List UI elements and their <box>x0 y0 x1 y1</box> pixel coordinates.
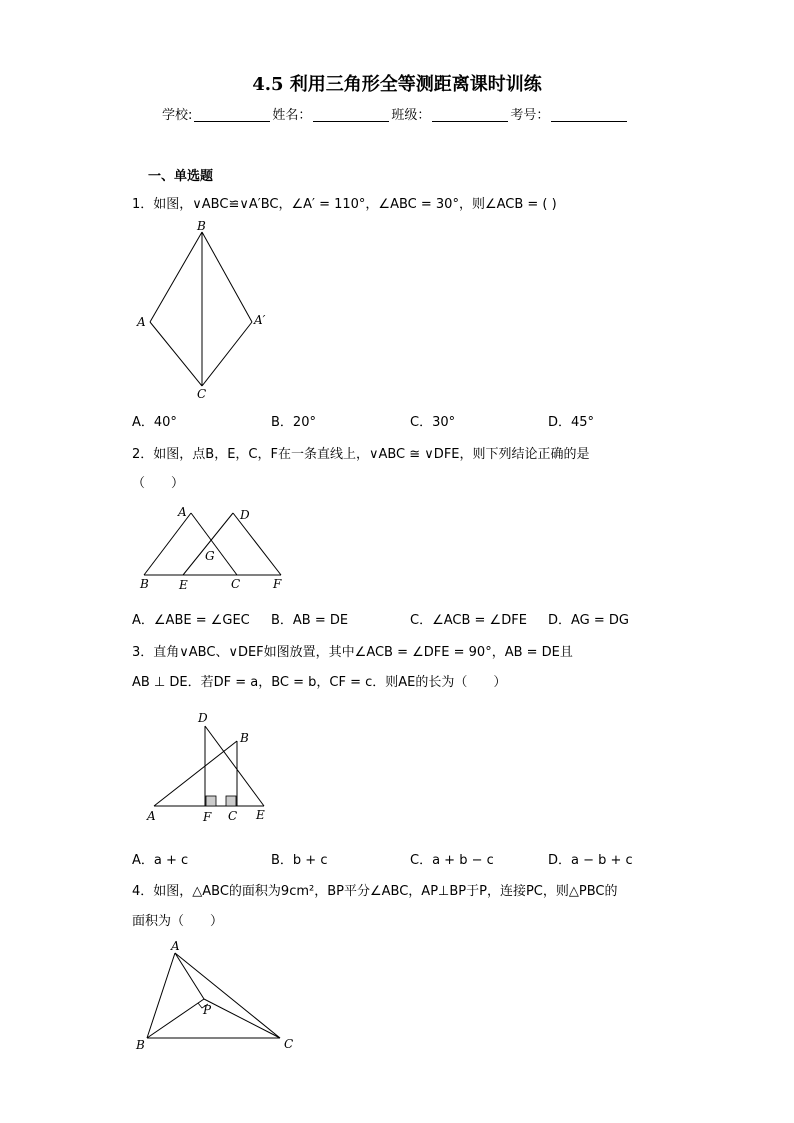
q1-label-c: C <box>197 387 207 401</box>
question-3-stem-line1: 3．直角∨ABC、∨DEF如图放置，其中∠ACB = ∠DFE = 90°，AB = DE且 <box>132 645 573 660</box>
question-3-figure <box>140 708 280 826</box>
class-label: 班级： <box>391 108 431 123</box>
q3-option-a[interactable]: A．a + c <box>132 853 189 868</box>
q1-option-d[interactable]: D．45° <box>548 415 595 430</box>
q4-label-p: P <box>203 1003 212 1017</box>
q1-option-c[interactable]: C．30° <box>410 415 456 430</box>
q3-label-a: A <box>147 809 156 823</box>
question-2-stem-line1: 2．如图，点B，E，C，F在一条直线上，∨ABC ≅ ∨DFE，则下列结论正确的是 <box>132 447 590 462</box>
q1-option-b[interactable]: B．20° <box>271 415 316 430</box>
q3-label-e: E <box>256 808 265 822</box>
name-blank <box>313 109 389 122</box>
question-4-figure <box>132 938 302 1056</box>
number-blank <box>551 109 627 122</box>
q2-label-g: G <box>205 549 215 563</box>
q2-label-b: B <box>140 577 149 591</box>
q4-label-c: C <box>284 1037 294 1051</box>
question-4-stem-line2: 面积为（ ） <box>132 914 224 929</box>
q1-label-b: B <box>197 219 206 233</box>
q1-label-a-prime: A′ <box>254 313 266 327</box>
q2-label-f: F <box>273 577 282 591</box>
q3-option-d[interactable]: D．a − b + c <box>548 853 633 868</box>
q3-option-b[interactable]: B．b + c <box>271 853 328 868</box>
q2-option-d[interactable]: D．AG = DG <box>548 613 629 628</box>
q3-label-d: D <box>198 711 208 725</box>
question-3-stem-line2: AB ⊥ DE．若DF = a，BC = b，CF = c．则AE的长为（ ） <box>132 675 507 690</box>
question-4-stem-line1: 4．如图，△ABC的面积为9cm²，BP平分∠ABC，AP⊥BP于P，连接PC，则△PBC的 <box>132 884 618 899</box>
number-label: 考号： <box>510 108 550 123</box>
q1-option-a[interactable]: A．40° <box>132 415 177 430</box>
school-blank <box>194 109 270 122</box>
q2-label-c: C <box>231 577 241 591</box>
q4-label-a: A <box>171 939 180 953</box>
question-1-figure <box>130 218 280 404</box>
student-info-line <box>162 104 629 123</box>
name-label: 姓名： <box>272 108 312 123</box>
question-2-figure <box>136 502 296 594</box>
q2-label-a: A <box>178 505 187 519</box>
q3-label-f: F <box>203 810 212 824</box>
question-2-stem-line2: （ ） <box>132 476 185 491</box>
q3-label-c: C <box>228 809 238 823</box>
class-blank <box>432 109 508 122</box>
school-label: 学校: <box>162 108 193 123</box>
q2-label-e: E <box>179 578 188 592</box>
q2-label-d: D <box>240 508 250 522</box>
section-heading: 一、单选题 <box>148 169 214 184</box>
page-title: 4.5 利用三角形全等测距离课时训练 <box>252 74 542 95</box>
q1-label-a: A <box>137 315 146 329</box>
q3-label-b: B <box>240 731 249 745</box>
question-1-stem: 1．如图，∨ABC≌∨A′BC，∠A′ = 110°，∠ABC = 30°，则∠ACB = ( ) <box>132 197 557 212</box>
q4-label-b: B <box>136 1038 145 1052</box>
q2-option-c[interactable]: C．∠ACB = ∠DFE <box>410 613 527 628</box>
q2-option-a[interactable]: A．∠ABE = ∠GEC <box>132 613 250 628</box>
q2-option-b[interactable]: B．AB = DE <box>271 613 349 628</box>
q3-option-c[interactable]: C．a + b − c <box>410 853 494 868</box>
